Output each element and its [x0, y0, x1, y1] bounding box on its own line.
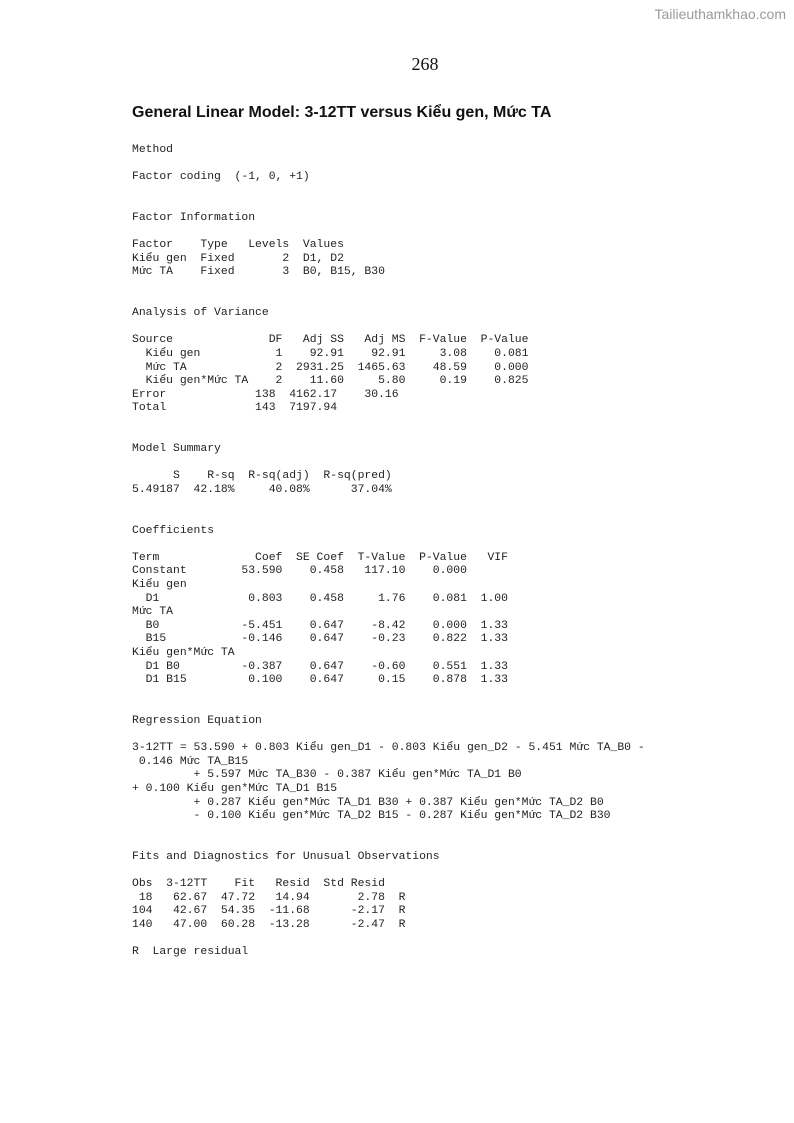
output-line: Term Coef SE Coef T-Value P-Value VIF [132, 551, 508, 564]
output-line [132, 416, 645, 430]
output-line: 104 42.67 54.35 -11.68 -2.17 R [132, 905, 406, 918]
output-line: 5.49187 42.18% 40.08% 37.04% [132, 483, 392, 496]
output-line: + 0.100 Kiểu gen*Mức TA_D1 B15 [132, 782, 338, 795]
output-line [132, 321, 645, 335]
output-line: Kiểu gen*Mức TA [132, 646, 235, 659]
output-line: Factor coding (-1, 0, +1) [132, 171, 310, 184]
output-line [132, 457, 645, 471]
output-line [132, 837, 645, 851]
output-line: R Large residual [132, 946, 249, 959]
output-line: S R-sq R-sq(adj) R-sq(pred) [132, 470, 392, 483]
watermark: Tailieuthamkhao.com [654, 6, 786, 22]
output-line: Mức TA 2 2931.25 1465.63 48.59 0.000 [132, 361, 529, 374]
output-line [132, 158, 645, 172]
output-line [132, 824, 645, 838]
minitab-output [132, 144, 645, 960]
output-line: D1 B15 0.100 0.647 0.15 0.878 1.33 [132, 674, 508, 687]
output-line [132, 688, 645, 702]
output-line [132, 511, 645, 525]
output-line [132, 226, 645, 240]
output-line [132, 198, 645, 212]
output-line [132, 864, 645, 878]
output-line: Factor Information [132, 211, 256, 224]
section-title: General Linear Model: 3-12TT versus Kiểu gen, Mức TA [132, 104, 552, 121]
output-line: Total 143 7197.94 [132, 402, 338, 415]
output-line [132, 185, 645, 199]
output-line: B15 -0.146 0.647 -0.23 0.822 1.33 [132, 633, 508, 646]
output-line: D1 0.803 0.458 1.76 0.081 1.00 [132, 592, 508, 605]
output-line: Error 138 4162.17 30.16 [132, 388, 399, 401]
output-line: D1 B0 -0.387 0.647 -0.60 0.551 1.33 [132, 660, 508, 673]
output-line: 140 47.00 60.28 -13.28 -2.47 R [132, 918, 406, 931]
output-line: + 5.597 Mức TA_B30 - 0.387 Kiểu gen*Mức TA_D1 B0 [132, 769, 522, 782]
output-line: Model Summary [132, 443, 221, 456]
output-line: 3-12TT = 53.590 + 0.803 Kiểu gen_D1 - 0.803 Kiểu gen_D2 - 5.451 Mức TA_B0 - [132, 742, 645, 755]
output-line: 0.146 Mức TA_B15 [132, 755, 249, 768]
page-number: 268 [411, 54, 439, 74]
output-line: Constant 53.590 0.458 117.10 0.000 [132, 565, 467, 578]
output-line [132, 429, 645, 443]
output-line: Coefficients [132, 524, 215, 537]
output-line: - 0.100 Kiểu gen*Mức TA_D2 B15 - 0.287 Kiểu gen*Mức TA_D2 B30 [132, 810, 611, 823]
output-line: Factor Type Levels Values [132, 239, 344, 252]
output-line [132, 497, 645, 511]
output-line: Regression Equation [132, 714, 262, 727]
output-line: Kiểu gen 1 92.91 92.91 3.08 0.081 [132, 347, 529, 360]
output-line: Source DF Adj SS Adj MS F-Value P-Value [132, 334, 529, 347]
output-line: Kiểu gen Fixed 2 D1, D2 [132, 252, 344, 265]
output-line [132, 538, 645, 552]
output-line: Fits and Diagnostics for Unusual Observations [132, 850, 440, 863]
output-line: Analysis of Variance [132, 307, 269, 320]
output-line: B0 -5.451 0.647 -8.42 0.000 1.33 [132, 619, 508, 632]
output-line: Obs 3-12TT Fit Resid Std Resid [132, 878, 385, 891]
output-line: Kiểu gen*Mức TA 2 11.60 5.80 0.19 0.825 [132, 375, 529, 388]
output-line: + 0.287 Kiểu gen*Mức TA_D1 B30 + 0.387 Kiểu gen*Mức TA_D2 B0 [132, 796, 604, 809]
output-line [132, 932, 645, 946]
output-line [132, 701, 645, 715]
output-line: Kiểu gen [132, 579, 187, 591]
output-line [132, 294, 645, 308]
output-line [132, 280, 645, 294]
output-line: Method [132, 144, 174, 156]
output-line: Mức TA [132, 606, 174, 619]
output-line: 18 62.67 47.72 14.94 2.78 R [132, 891, 406, 904]
output-line: Mức TA Fixed 3 B0, B15, B30 [132, 266, 385, 279]
output-line [132, 729, 645, 743]
